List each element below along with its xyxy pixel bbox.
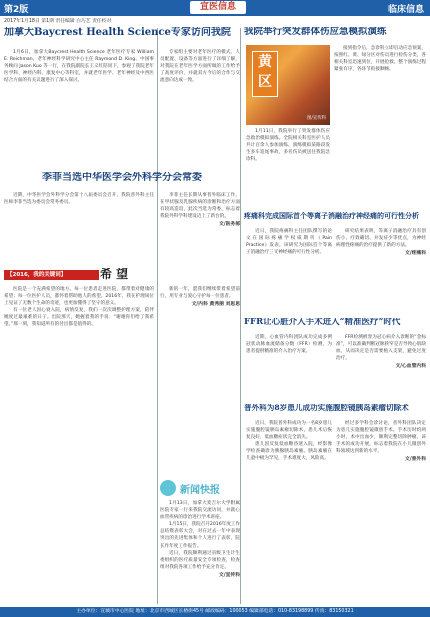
article-5-paragraph: 研究结果表明，等离子消融治疗具有创伤小、疗效确切、并发症少等优点，为神经病理性疼痛的治疗提供了新的方法。 bbox=[336, 229, 426, 249]
article-7-paragraph: FFR检测被誉为冠心病介入诊断的“金标准”，可以准确判断冠脉狭窄是否导致心肌缺血，从而决定是否需要植入支架，避免过度治疗。 bbox=[336, 335, 426, 362]
section-name: 临床信息 bbox=[387, 5, 424, 15]
article-3-title: 希 望 bbox=[100, 268, 129, 281]
article-4-title-box bbox=[244, 27, 426, 43]
article-5-title-box bbox=[244, 212, 426, 226]
article-3-tag: 【2016，我的关键词】 bbox=[4, 270, 99, 280]
article-5-author: 文/疼痛科 bbox=[405, 251, 426, 257]
article-1-paragraph: 专家组主要对老年医疗的模式、人员配置、设备等方面进行了详细了解，对我院在老年医学方面所做的工作给予了高度评价，并就双方今后的合作与交流意向达成一致。 bbox=[160, 50, 240, 84]
article-4-col-a bbox=[246, 128, 330, 210]
article-8-col-b bbox=[336, 420, 426, 604]
article-4-title: 我院举行突发群体伤应急模拟演练 bbox=[244, 27, 387, 37]
article-1-title: 加拿大Baycrest Health Science专家访问我院 bbox=[4, 27, 231, 38]
article-2-paragraph: 近期，中华医学会外科学分会第十八届委员会召开，我院普外科主任医师李菲当选为委员会常务委员。 bbox=[4, 193, 154, 206]
article-8-col-a bbox=[246, 420, 332, 604]
article-1-paragraph: 1月6日，加拿大Baycrest Health Science 老年医疗专家 William E. Reichman、老年神经科学研究中心主任 Raymond D. King、中国事务顾问 Jason Kuo 等一行，在我院副院长王义红陪同下，参观了我院老年医学科、神经内科、康复中心等科室，并就老年医学、老年神经及中西医结合方面的有关议题进行了深入探讨。 bbox=[4, 50, 154, 84]
article-7-col-a bbox=[246, 334, 332, 402]
drill-photo bbox=[246, 45, 330, 125]
article-1-col-b bbox=[160, 49, 240, 167]
news-item: 近日，我院顺利通过省级卫生计生委组织的医疗质量安全专项检查，检查组对我院各项工作给予充分肯定。 bbox=[160, 550, 240, 570]
article-3-paragraph: 有一位老人因心衰入院，病情反复，我们一次次调整护理方案，陪伴她度过最艰难的日子。出院那天，她握着我的手说：“谢谢你们给了我希望。”那一刻，我知道所有的付出都是值得的。 bbox=[4, 308, 154, 328]
article-1-title-box bbox=[4, 27, 242, 47]
column-divider bbox=[240, 28, 241, 604]
article-8-paragraph: 经过多学科会诊讨论，普外科团队决定为患儿实施腹腔镜微创手术。手术历时约两小时，术中出血少，顺利完整切除肿瘤。该手术的成功开展，标志着我院在小儿微创外科领域达到新的水平。 bbox=[336, 421, 426, 455]
article-4-paragraph: 接到指令后，急诊科立即启动应急预案，按照红、黄、绿分区对伤员进行检伤分类，各相关科室迅速到位，开展抢救。整个演练过程紧张有序，各环节衔接顺畅。 bbox=[334, 46, 426, 73]
article-2-author: 文/医务部 bbox=[219, 222, 240, 228]
article-7-title: FFR让心脏介入手术进入“精准医疗”时代 bbox=[244, 318, 401, 327]
news-flash-heading bbox=[160, 478, 240, 498]
article-8-paragraph: 患儿因反复低血糖昏迷入院，经影像学检查确诊为胰腺胰岛素瘤。胰岛素瘤在儿童中极为罕见，手术难度大，风险高。 bbox=[246, 442, 332, 462]
article-7-col-b bbox=[336, 334, 426, 402]
news-flash-label: 新闻快报 bbox=[180, 485, 220, 496]
article-7-title-box bbox=[244, 318, 426, 332]
article-7-author: 文/心血管内科 bbox=[395, 364, 426, 370]
article-2-col-b bbox=[160, 192, 240, 264]
article-3-col-b bbox=[160, 286, 240, 474]
page-header bbox=[0, 0, 430, 16]
news-bubble-icon bbox=[160, 480, 176, 496]
issue-date-line: 2017年1月18日 第1期 责任编辑 白巧艺 责任校对 bbox=[4, 19, 112, 24]
article-2-title: 李菲当选中华医学会外科学分会常委 bbox=[42, 172, 202, 183]
article-5-paragraph: 近日，我院疼痛科主任团队撰写的论文在国际疼痛学权威期刊《Pain Practice》发表，该研究为国际首个等离子消融治疗三叉神经痛的可行性分析。 bbox=[246, 229, 332, 256]
article-8-paragraph: 近日，我院普外科成功为一名8岁患儿实施腹腔镜胰岛素瘤切除术，患儿术后恢复良好，低血糖症状完全消失。 bbox=[246, 421, 332, 441]
article-5-col-a bbox=[246, 228, 332, 316]
article-8-author: 文/普外科 bbox=[405, 457, 426, 463]
article-1-col-a bbox=[4, 49, 154, 167]
column-divider bbox=[157, 28, 158, 604]
page-number: 第2版 bbox=[4, 5, 29, 15]
article-4-col-b bbox=[334, 45, 426, 210]
news-author: 文/宣传科 bbox=[219, 572, 240, 578]
article-3-paragraph: 新的一年，愿我们继续带着希望前行，用专业与爱心守护每一位患者。 bbox=[160, 287, 240, 300]
article-4-paragraph: 1月11日，我院举行了突发群体伤应急救治模拟演练。全院相关科室医护人员共计百余人参加演练。演练模拟某路段发生多车追尾事故，多名伤员被送往我院急诊科。 bbox=[246, 129, 330, 163]
masthead-logo: 宣医信息 bbox=[190, 1, 246, 14]
article-3-title-box bbox=[100, 268, 240, 284]
article-8-title: 普外科为8岁患儿成功实施腹腔镜胰岛素瘤切除术 bbox=[244, 404, 409, 412]
article-5-col-b bbox=[336, 228, 426, 316]
news-flash-list bbox=[160, 500, 240, 604]
photo-caption: 图/宣传科 bbox=[306, 116, 326, 121]
news-item: 1月13日，加拿大麦吉尔大学附属医院专家一行来我院交流访问，并就心血管疾病的诊治进行学术讲座。 bbox=[160, 501, 240, 521]
article-2-title-box bbox=[4, 172, 240, 190]
article-3-paragraph: 医院是一个充满希望的地方。每一位患者走进医院，都带着对健康的希望；每一位医护人员，都怀着帮助他人的希望。2016年，我在护理岗位上见证了无数个生命的奇迹，也更加懂得了坚守的意义。 bbox=[4, 287, 154, 307]
article-5-title: 疼痛科完成国际首个等离子消融治疗神经痛的可行性分析 bbox=[244, 212, 419, 220]
news-item: 1月15日，我院召开2016年度工作总结暨表彰大会，对在过去一年中表现突出的先进集体和个人进行了表彰，院长作年度工作报告。 bbox=[160, 522, 240, 549]
article-2-paragraph: 李菲主任长期从事普外临床工作，在甲状腺及乳腺疾病的诊断和治疗方面有较高造诣，此次当选为常委，标志着我院外科学科建设迈上了新台阶。 bbox=[160, 193, 240, 220]
page-footer: 主办单位：宣城市中心医院 地址：北京市西城区长椿街45号 邮政编码：100053 编辑部电话：010-83198899 传真：83150321 bbox=[0, 607, 430, 617]
article-3-author: 文/内科 黄秀丽 刘思思 bbox=[191, 302, 240, 308]
article-2-col-a bbox=[4, 192, 154, 264]
photo-zone-label: 黄区 bbox=[252, 51, 278, 97]
article-8-title-box bbox=[244, 404, 426, 418]
article-3-col-a bbox=[4, 286, 154, 602]
article-7-paragraph: 近期，心血管内科团队成功完成多例冠状动脉血流储备分数（FFR）检测，为患者提供精准的介入治疗方案。 bbox=[246, 335, 332, 355]
